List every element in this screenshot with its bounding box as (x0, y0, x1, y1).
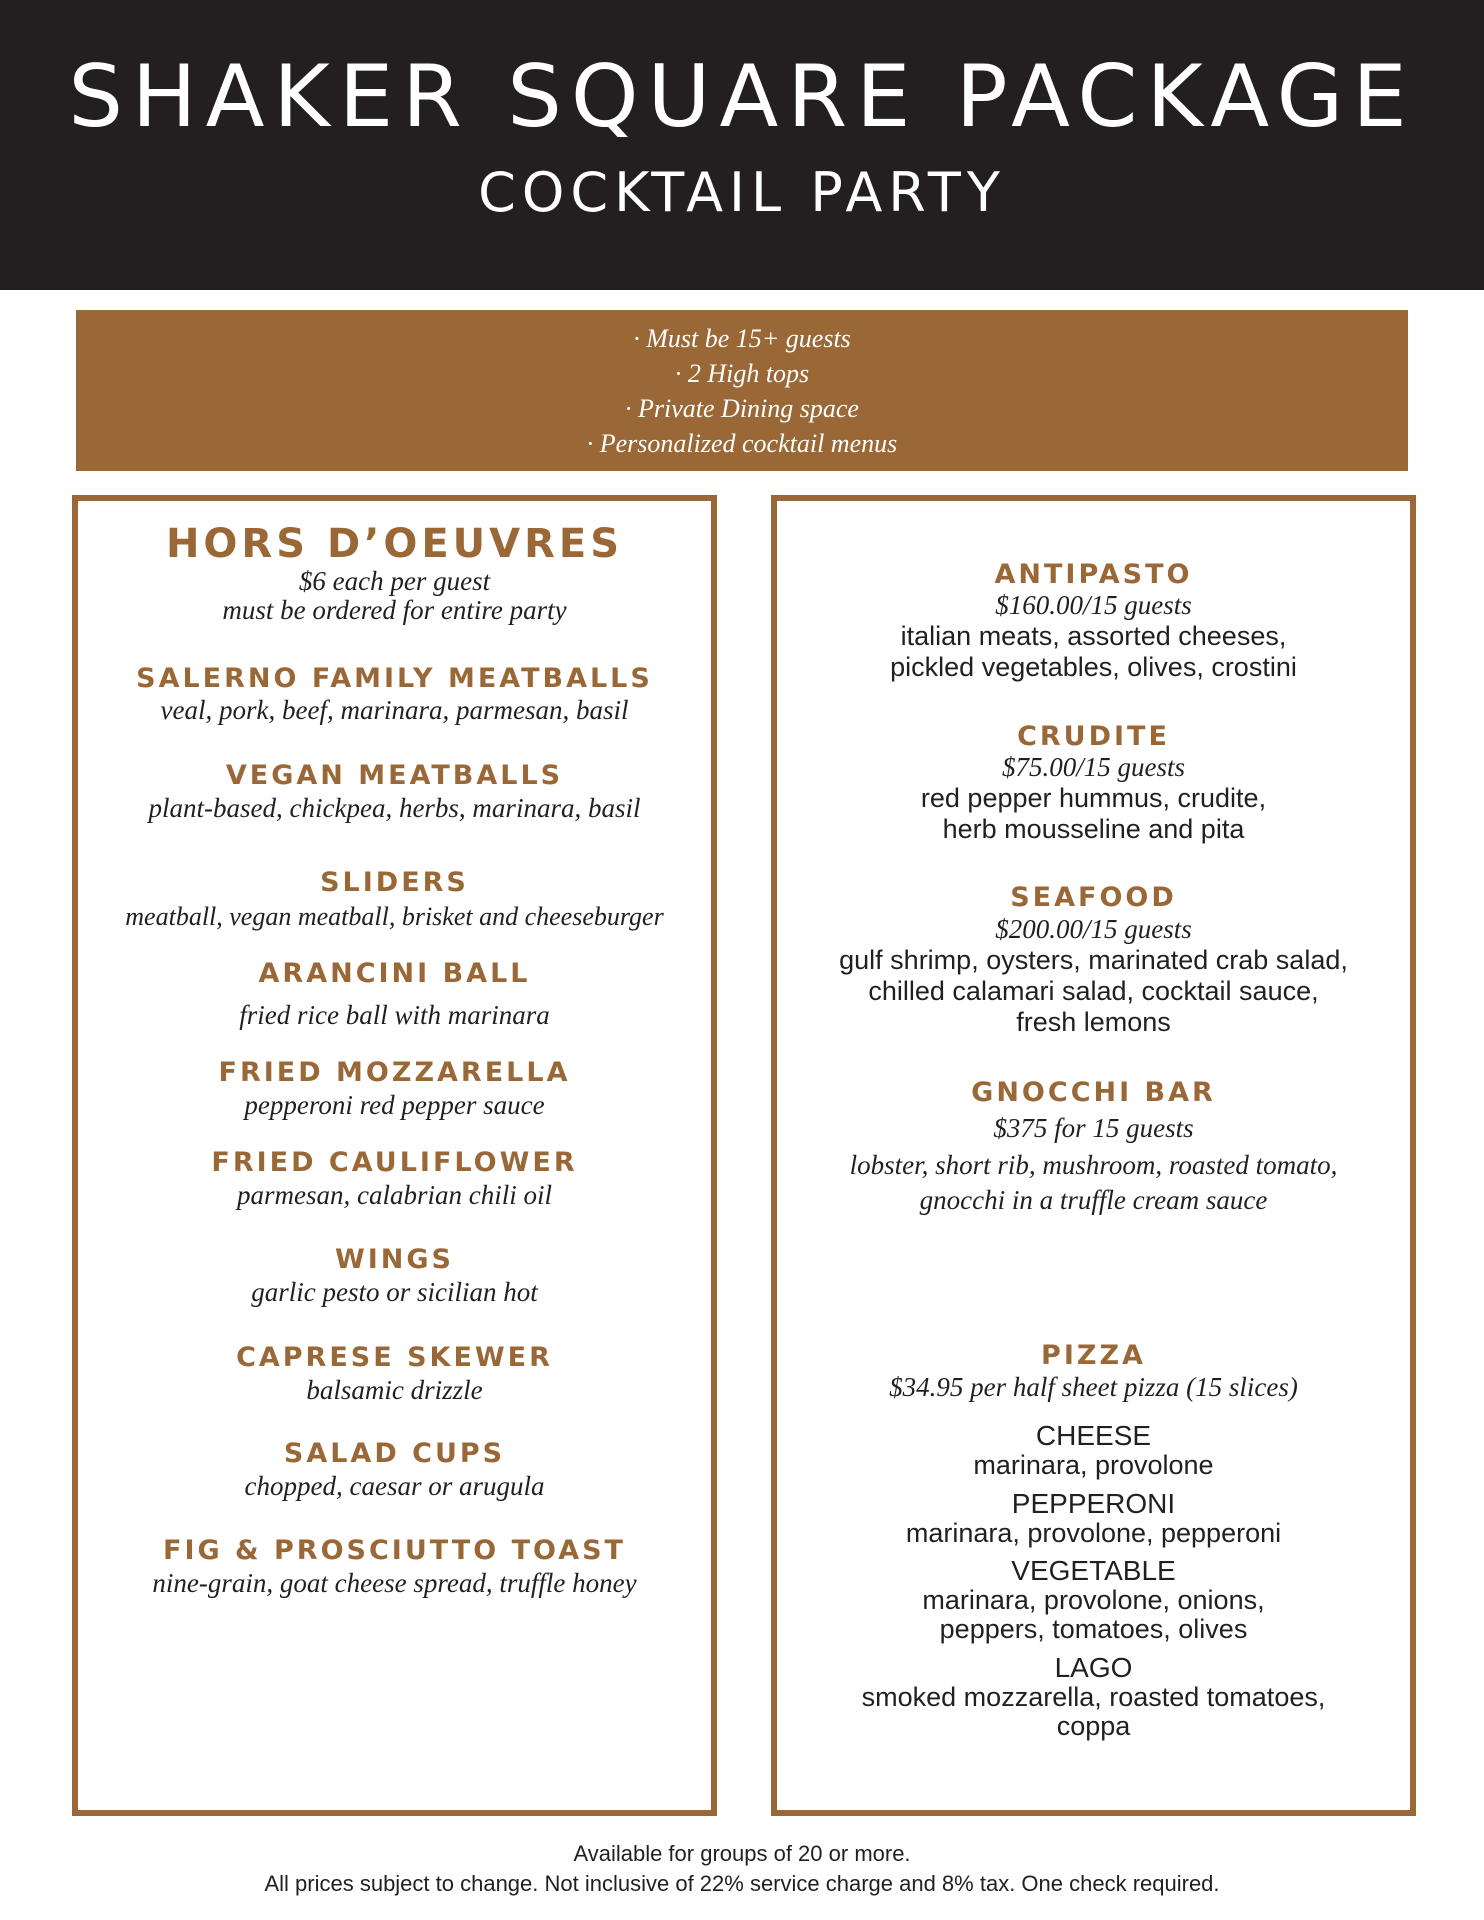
pizza-desc: peppers, tomatoes, olives (939, 1614, 1248, 1644)
feature-item: · 2 High tops (674, 358, 810, 388)
menu-item-name: SLIDERS (320, 867, 469, 898)
menu-item-desc: plant-based, chickpea, herbs, marinara, basil (148, 793, 641, 823)
menu-item-name: SALAD CUPS (283, 1438, 506, 1469)
pizza-desc: marinara, provolone (973, 1450, 1214, 1480)
pizza-title: PIZZA (1041, 1340, 1146, 1371)
menu-item-name: CAPRESE SKEWER (236, 1342, 553, 1373)
pizza-name: PEPPERONI (1011, 1488, 1176, 1519)
pizza-desc: marinara, provolone, onions, (922, 1585, 1265, 1615)
footer-availability: Available for groups of 20 or more. (573, 1841, 911, 1866)
seafood-desc: gulf shrimp, oysters, marinated crab salad, (839, 945, 1348, 975)
antipasto-desc: italian meats, assorted cheeses, (900, 621, 1287, 651)
crudite-desc: red pepper hummus, crudite, (920, 783, 1267, 813)
feature-item: · Personalized cocktail menus (586, 428, 898, 458)
hors-doeuvres-panel (72, 495, 717, 1816)
menu-item-name: WINGS (334, 1244, 455, 1275)
hors-doeuvres-note: must be ordered for entire party (222, 595, 567, 625)
menu-item-name: SALERNO FAMILY MEATBALLS (136, 663, 653, 694)
antipasto-title: ANTIPASTO (994, 559, 1193, 590)
crudite-desc: herb mousseline and pita (942, 814, 1245, 844)
pizza-name: CHEESE (1035, 1420, 1152, 1451)
menu-item-name: ARANCINI BALL (258, 958, 531, 989)
hors-doeuvres-price: $6 each per guest (298, 566, 491, 596)
antipasto-desc: pickled vegetables, olives, crostini (890, 652, 1297, 682)
menu-item-desc: chopped, caesar or arugula (244, 1471, 545, 1501)
feature-item: · Private Dining space (625, 393, 859, 423)
pizza-desc: marinara, provolone, pepperoni (905, 1518, 1282, 1548)
menu-item-desc: veal, pork, beef, marinara, parmesan, basil (160, 695, 629, 725)
gnocchi-desc: lobster, short rib, mushroom, roasted tomato, (849, 1150, 1338, 1180)
seafood-desc: fresh lemons (1016, 1007, 1171, 1037)
seafood-desc: chilled calamari salad, cocktail sauce, (868, 976, 1319, 1006)
menu-item-desc: nine-grain, goat cheese spread, truffle honey (152, 1568, 637, 1598)
gnocchi-title: GNOCCHI BAR (971, 1077, 1216, 1108)
crudite-price: $75.00/15 guests (1001, 752, 1185, 782)
pizza-name: VEGETABLE (1011, 1555, 1176, 1586)
seafood-title: SEAFOOD (1010, 882, 1177, 913)
pizza-desc: coppa (1056, 1711, 1131, 1741)
antipasto-price: $160.00/15 guests (995, 590, 1192, 620)
menu-item-desc: fried rice ball with marinara (239, 1000, 550, 1030)
menu-item-desc: garlic pesto or sicilian hot (251, 1277, 538, 1307)
menu-item-name: FIG & PROSCIUTTO TOAST (163, 1535, 626, 1566)
seafood-price: $200.00/15 guests (995, 914, 1192, 944)
platters-panel (771, 495, 1416, 1816)
gnocchi-desc: gnocchi in a truffle cream sauce (919, 1185, 1268, 1215)
menu-item-desc: balsamic drizzle (306, 1375, 483, 1405)
footer-disclaimer: All prices subject to change. Not inclusive of 22% service charge and 8% tax. One check required. (264, 1871, 1220, 1896)
pizza-price: $34.95 per half sheet pizza (15 slices) (889, 1372, 1298, 1402)
package-title: SHAKER SQUARE PACKAGE (68, 47, 1416, 147)
pizza-desc: smoked mozzarella, roasted tomatoes, (861, 1682, 1326, 1712)
menu-item-name: FRIED CAULIFLOWER (211, 1147, 578, 1178)
package-features-banner (76, 310, 1408, 471)
gnocchi-price: $375 for 15 guests (993, 1113, 1194, 1143)
pizza-name: LAGO (1054, 1652, 1133, 1683)
page-header (0, 0, 1484, 290)
package-subtitle: COCKTAIL PARTY (478, 161, 1006, 224)
hors-doeuvres-title: HORS D’OEUVRES (165, 521, 624, 567)
feature-item: · Must be 15+ guests (633, 323, 851, 353)
menu-item-desc: parmesan, calabrian chili oil (237, 1180, 552, 1210)
menu-item-desc: pepperoni red pepper sauce (244, 1090, 545, 1120)
menu-item-name: FRIED MOZZARELLA (218, 1057, 571, 1088)
crudite-title: CRUDITE (1017, 721, 1170, 752)
menu-item-name: VEGAN MEATBALLS (225, 760, 564, 791)
menu-item-desc: meatball, vegan meatball, brisket and cheeseburger (125, 902, 664, 931)
